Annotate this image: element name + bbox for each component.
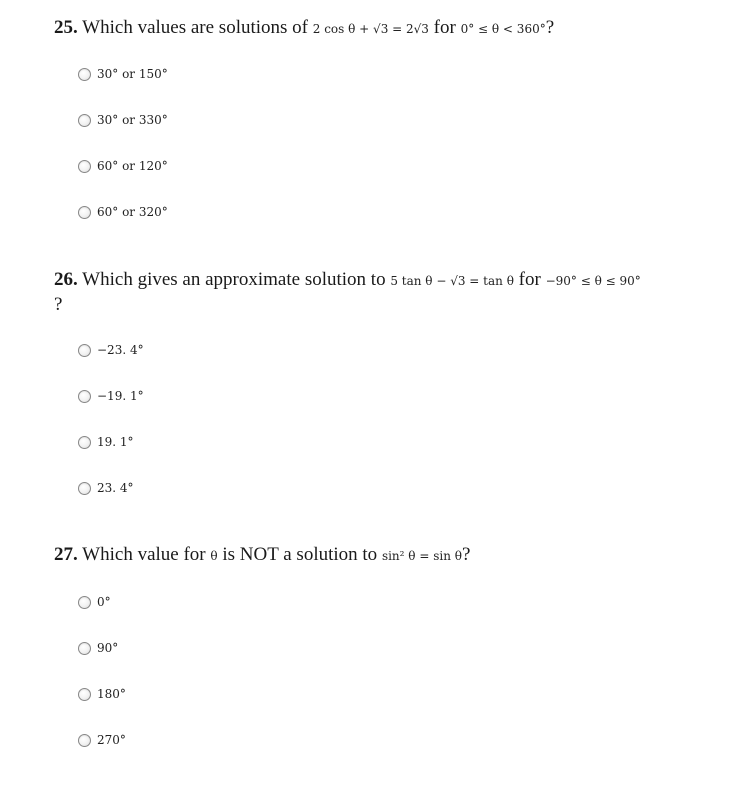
option-label: 90° <box>97 641 119 655</box>
question-26 <box>54 268 714 495</box>
question-27 <box>54 543 714 747</box>
question-25-domain: 0° ≤ θ < 360° <box>460 22 546 36</box>
question-27-end: ? <box>461 544 471 565</box>
question-25-option-3[interactable] <box>78 159 168 173</box>
option-label: 23. 4° <box>97 481 134 495</box>
radio-button[interactable] <box>78 68 91 81</box>
question-27-number: 27. <box>54 544 78 565</box>
option-label: −23. 4° <box>97 343 144 357</box>
question-27-equation: sin² θ = sin θ <box>381 549 462 563</box>
radio-button[interactable] <box>78 344 91 357</box>
question-27-prompt-b: is NOT a solution to <box>222 544 378 565</box>
question-25-option-1[interactable] <box>78 67 168 81</box>
radio-button[interactable] <box>78 390 91 403</box>
question-26-option-1[interactable] <box>78 343 144 357</box>
question-25-option-2[interactable] <box>78 113 168 127</box>
question-26-prompt: Which gives an approximate solution to <box>82 269 386 290</box>
question-26-option-4[interactable] <box>78 481 134 495</box>
option-label: 30° or 330° <box>97 113 168 127</box>
question-27-option-2[interactable] <box>78 641 118 655</box>
option-label: 180° <box>97 687 126 701</box>
question-25-connector: for <box>433 17 456 38</box>
question-25-equation: 2 cos θ + √3 = 2√3 <box>312 22 429 36</box>
question-25-prompt: Which values are solutions of <box>82 17 309 38</box>
question-25-number: 25. <box>54 17 78 38</box>
radio-button[interactable] <box>78 206 91 219</box>
radio-button[interactable] <box>78 596 91 609</box>
question-26-end: ? <box>54 294 63 315</box>
question-25 <box>54 16 714 219</box>
option-label: 270° <box>97 733 126 747</box>
question-26-connector: for <box>518 269 541 290</box>
question-26-option-3[interactable] <box>78 435 134 449</box>
radio-button[interactable] <box>78 734 91 747</box>
option-label: −19. 1° <box>97 389 144 403</box>
radio-button[interactable] <box>78 482 91 495</box>
question-26-text <box>54 268 714 316</box>
radio-button[interactable] <box>78 688 91 701</box>
option-label: 60° or 120° <box>97 159 168 173</box>
radio-button[interactable] <box>78 114 91 127</box>
question-25-text <box>54 16 714 41</box>
question-27-option-3[interactable] <box>78 687 126 701</box>
question-27-variable: θ <box>210 549 218 563</box>
question-27-option-4[interactable] <box>78 733 126 747</box>
question-27-option-1[interactable] <box>78 595 111 609</box>
question-26-option-2[interactable] <box>78 389 144 403</box>
radio-button[interactable] <box>78 436 91 449</box>
radio-button[interactable] <box>78 642 91 655</box>
question-27-prompt-a: Which value for <box>82 544 206 565</box>
option-label: 60° or 320° <box>97 205 168 219</box>
question-26-equation: 5 tan θ − √3 = tan θ <box>390 274 514 288</box>
option-label: 0° <box>97 595 111 609</box>
option-label: 30° or 150° <box>97 67 168 81</box>
question-26-domain: −90° ≤ θ ≤ 90° <box>545 274 641 288</box>
radio-button[interactable] <box>78 160 91 173</box>
question-25-option-4[interactable] <box>78 205 168 219</box>
option-label: 19. 1° <box>97 435 134 449</box>
question-27-text <box>54 543 714 568</box>
question-25-end: ? <box>545 17 555 38</box>
question-26-number: 26. <box>54 269 78 290</box>
